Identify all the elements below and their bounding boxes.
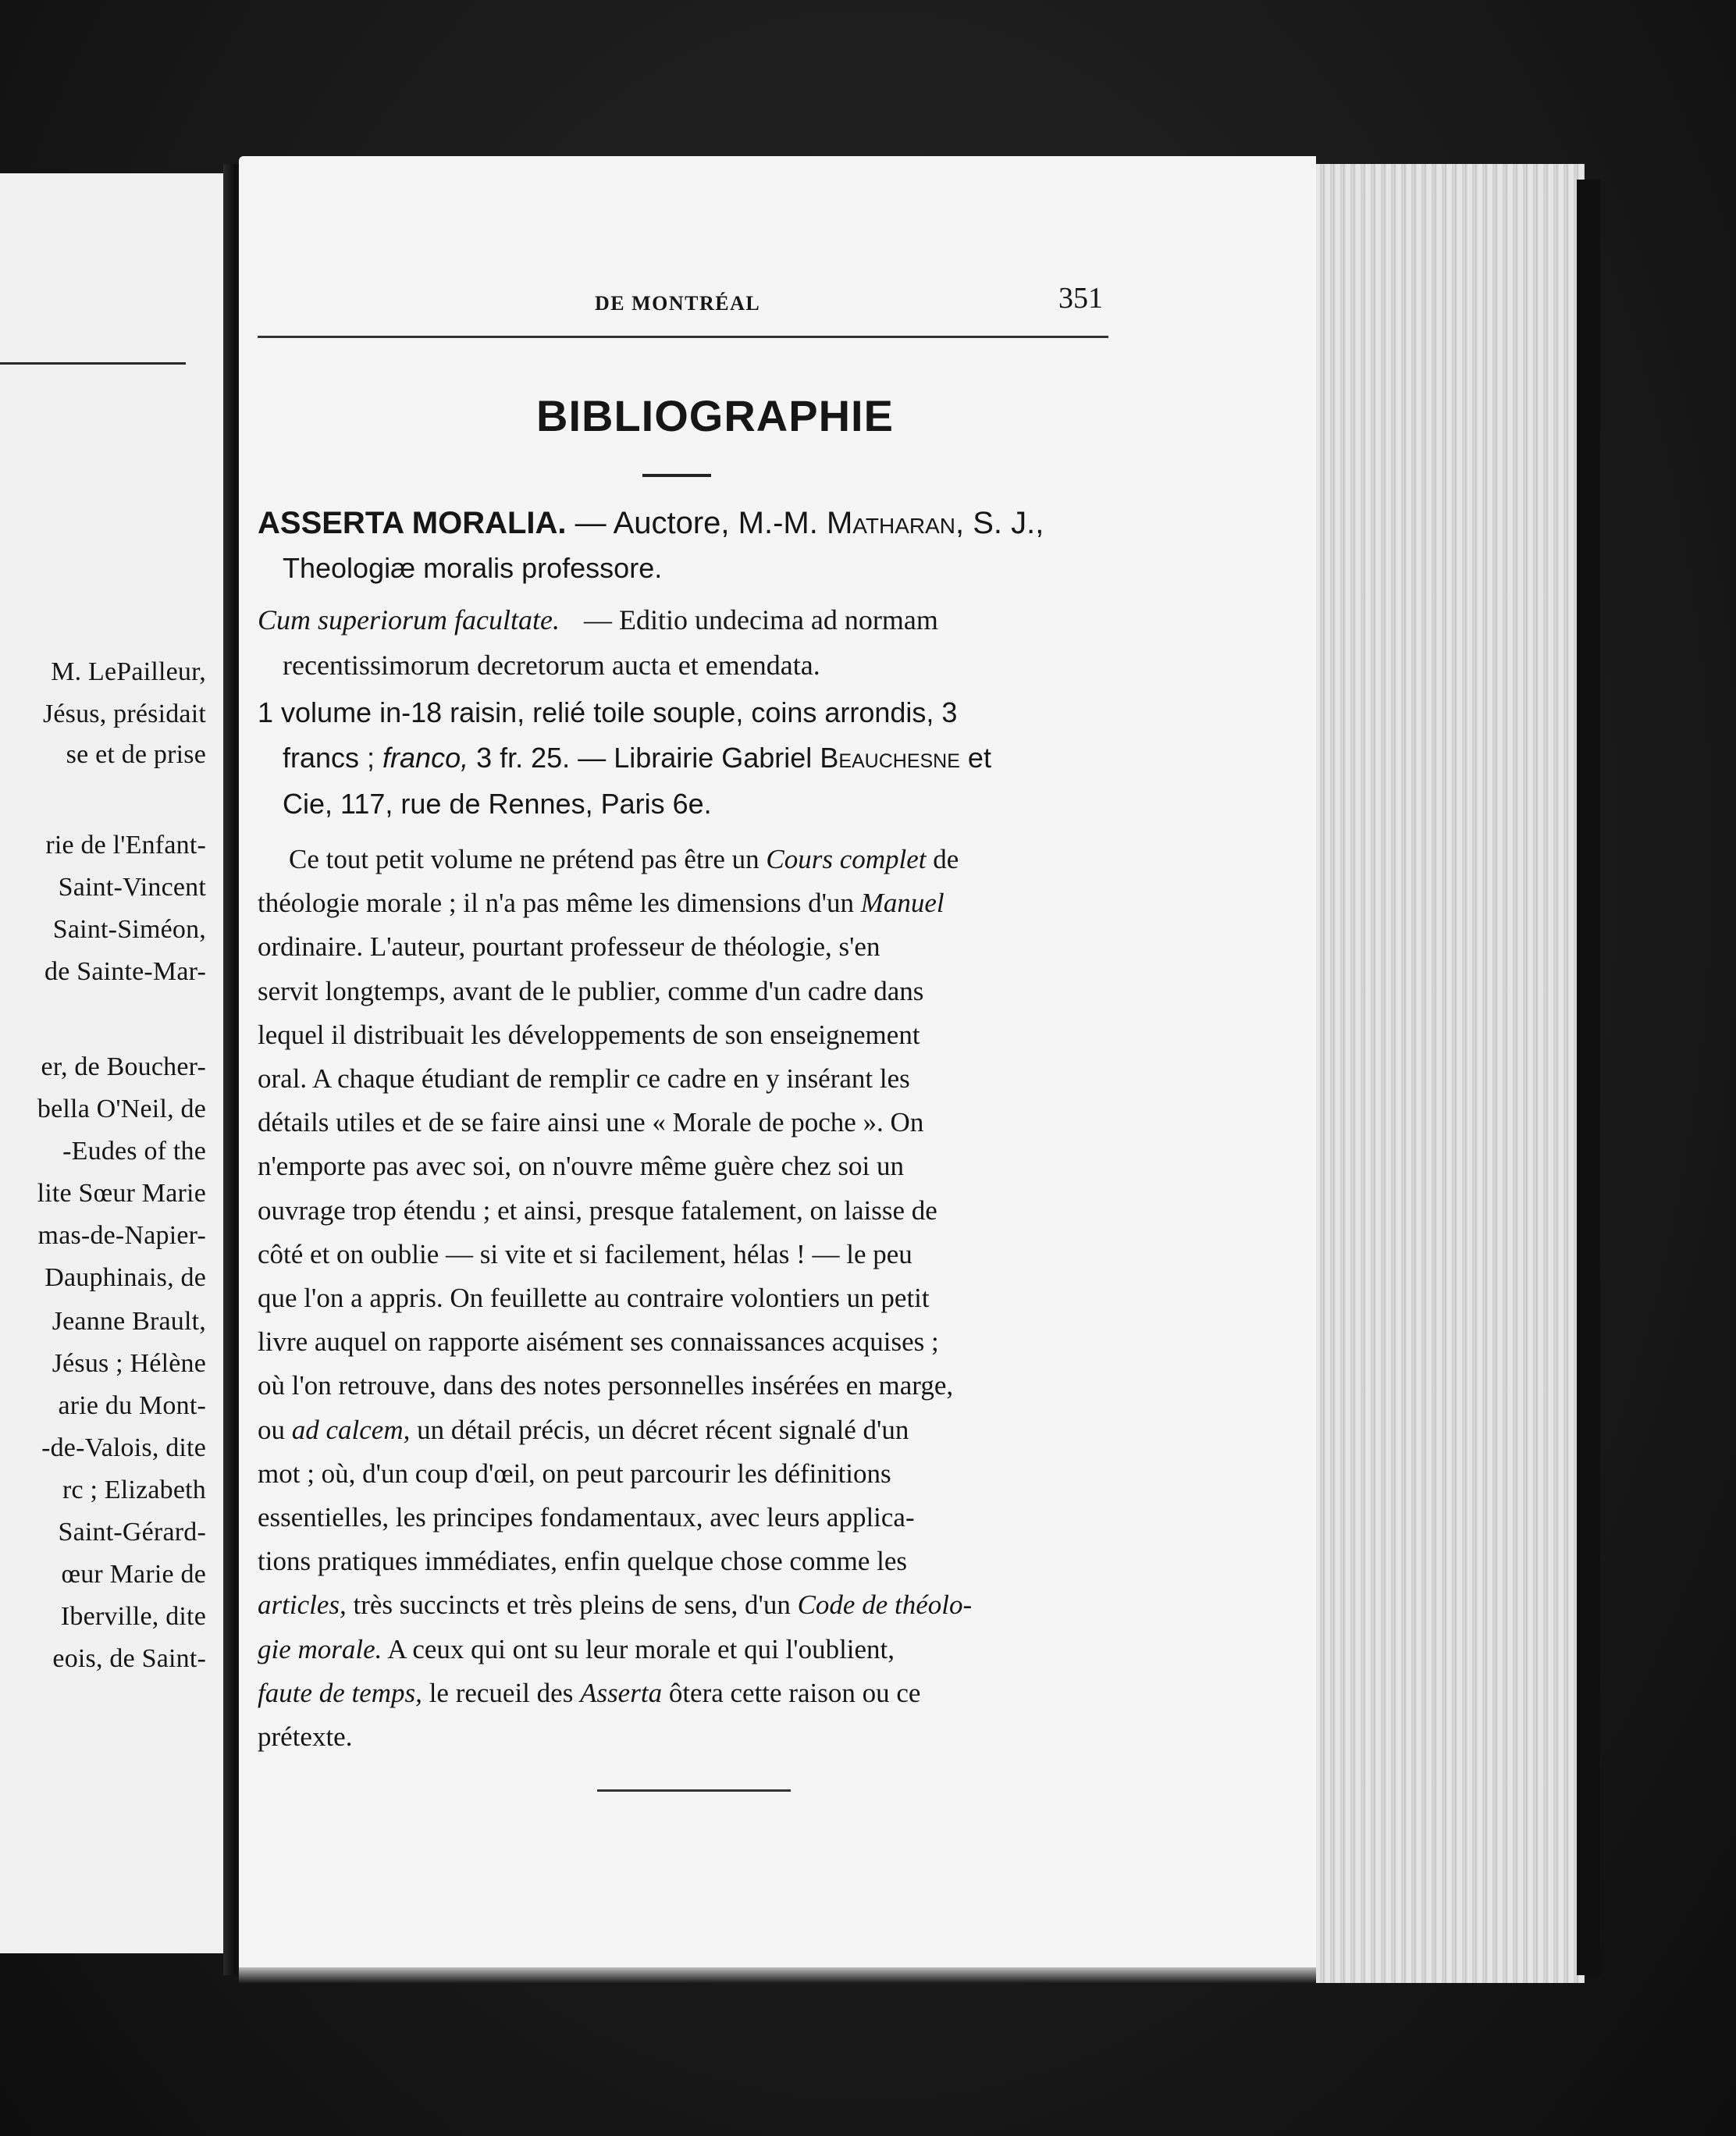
page-number: 351 xyxy=(1058,282,1103,315)
entry-author: Matharan xyxy=(826,506,955,540)
italic-segment: Asserta xyxy=(580,1678,663,1708)
paragraph-line xyxy=(258,1197,937,1224)
paragraph-line xyxy=(258,1065,910,1092)
entry-volume-2a: francs ; xyxy=(283,742,383,774)
entry-facultate-line xyxy=(258,606,938,634)
left-page-line: Jésus ; Hélène xyxy=(52,1349,206,1378)
entry-title: ASSERTA MORALIA. xyxy=(258,506,567,540)
paragraph-line xyxy=(258,1591,972,1618)
left-page-line: Saint-Gérard- xyxy=(58,1518,206,1547)
text-segment: le recueil des xyxy=(422,1678,581,1708)
running-title: DE MONTRÉAL xyxy=(595,292,761,315)
text-segment: prétexte. xyxy=(258,1721,353,1752)
text-segment: détails utiles et de se faire ainsi une « Morale de poche ». On xyxy=(258,1107,924,1137)
left-page-line: -de-Valois, dite xyxy=(41,1433,206,1462)
text-segment: n'emporte pas avec soi, on n'ouvre même guère chez soi un xyxy=(258,1151,905,1181)
text-segment: ou xyxy=(258,1415,292,1445)
paragraph-line xyxy=(258,1241,912,1268)
text-segment: A ceux qui ont su leur morale et qui l'oublient, xyxy=(382,1634,895,1664)
text-segment: côté et on oublie — si vite et si facilement, hélas ! — le peu xyxy=(258,1239,912,1269)
italic-segment: Cours complet xyxy=(766,844,927,874)
text-segment: tions pratiques immédiates, enfin quelque chose comme les xyxy=(258,1546,908,1576)
entry-dash: — Auctore, M.-M. xyxy=(566,506,827,540)
paragraph-line xyxy=(258,933,880,960)
entry-line-1 xyxy=(258,507,1044,539)
text-segment: servit longtemps, avant de le publier, comme d'un cadre dans xyxy=(258,976,924,1006)
entry-facultate: Cum superiorum facultate. xyxy=(258,604,560,635)
text-segment: lequel il distribuait les développements de son enseignement xyxy=(258,1020,920,1050)
left-page-line: M. LePailleur, xyxy=(51,657,206,686)
left-page-line: eois, de Saint- xyxy=(52,1644,206,1673)
left-page-line: mas-de-Napier- xyxy=(37,1221,206,1250)
entry-volume-2b: 3 fr. 25. — Librairie Gabriel xyxy=(468,742,820,774)
paragraph-line xyxy=(258,1416,909,1444)
entry-publisher: Beauchesne xyxy=(820,742,960,774)
paragraph-line xyxy=(258,977,923,1005)
paragraph-line xyxy=(258,1679,920,1707)
left-page-header-rule xyxy=(0,362,186,365)
text-segment: où l'on retrouve, dans des notes personnelles insérées en marge, xyxy=(258,1370,954,1401)
italic-segment: gie morale. xyxy=(258,1634,382,1664)
text-segment: ordinaire. L'auteur, pourtant professeur de théologie, s'en xyxy=(258,931,880,962)
paragraph-line xyxy=(258,1328,939,1355)
entry-line-2: Theologiæ moralis professore. xyxy=(283,552,663,584)
left-page-line: se et de prise xyxy=(66,740,206,769)
left-page-line: œur Marie de xyxy=(61,1560,206,1589)
text-segment: théologie morale ; il n'a pas même les dimensions d'un xyxy=(258,888,861,918)
left-page-line: bella O'Neil, de xyxy=(37,1095,206,1123)
text-segment: mot ; où, d'un coup d'œil, on peut parcourir les définitions xyxy=(258,1458,891,1489)
left-page-line: Jésus, présidait xyxy=(42,700,206,728)
page-bottom-shadow xyxy=(239,1967,1316,1983)
paragraph-line xyxy=(258,1021,920,1048)
text-segment: oral. A chaque étudiant de remplir ce cadre en y insérant les xyxy=(258,1063,910,1094)
left-page-line: rc ; Elizabeth xyxy=(62,1476,206,1504)
italic-segment: articles, xyxy=(258,1590,347,1620)
left-page-line: er, de Boucher- xyxy=(41,1052,206,1081)
left-page-line: Dauphinais, de xyxy=(44,1263,206,1292)
paragraph-line xyxy=(289,846,959,873)
entry-author-suffix: , S. J., xyxy=(955,506,1044,540)
text-segment: essentielles, les principes fondamentaux, avec leurs applica- xyxy=(258,1502,915,1533)
left-page-line: -Eudes of the xyxy=(62,1137,206,1166)
left-page-line: Jeanne Brault, xyxy=(52,1307,206,1336)
text-segment: ouvrage trop étendu ; et ainsi, presque fatalement, on laisse de xyxy=(258,1195,937,1226)
text-segment: ôtera cette raison ou ce xyxy=(662,1678,921,1708)
paragraph-line xyxy=(258,1284,930,1312)
page-edges-shadow xyxy=(1577,180,1600,1975)
paragraph-line xyxy=(258,1109,923,1136)
entry-volume-1: 1 volume in-18 raisin, relié toile souple, coins arrondis, 3 xyxy=(258,696,958,728)
header-rule xyxy=(258,336,1108,338)
left-page-line: Saint-Vincent xyxy=(58,873,206,902)
text-segment: Ce tout petit volume ne prétend pas être un xyxy=(289,844,767,874)
left-page-line: Saint-Siméon, xyxy=(52,915,206,944)
paragraph-line xyxy=(258,1504,915,1531)
paragraph-line xyxy=(258,1636,895,1663)
italic-segment: Code de théolo- xyxy=(797,1590,973,1620)
entry-edition-2: recentissimorum decretorum aucta et emendata. xyxy=(283,650,820,681)
entry-edition-1: — Editio undecima ad normam xyxy=(583,604,938,635)
text-segment: de xyxy=(926,844,959,874)
paragraph-line xyxy=(258,1460,891,1487)
left-page-line: lite Sœur Marie xyxy=(37,1179,206,1208)
paragraph-line xyxy=(258,1372,953,1399)
left-page-line: de Sainte-Mar- xyxy=(44,957,206,986)
italic-segment: ad calcem, xyxy=(291,1415,411,1445)
entry-volume-3: Cie, 117, rue de Rennes, Paris 6e. xyxy=(283,788,712,820)
italic-segment: faute de temps, xyxy=(258,1678,422,1708)
section-title: BIBLIOGRAPHIE xyxy=(536,391,894,440)
left-page-line: Iberville, dite xyxy=(60,1602,206,1631)
paragraph-line xyxy=(258,1152,904,1180)
text-segment: livre auquel on rapporte aisément ses connaissances acquises ; xyxy=(258,1326,939,1357)
entry-franco: franco, xyxy=(382,742,469,774)
left-page-line: arie du Mont- xyxy=(58,1391,206,1420)
paragraph-line xyxy=(258,1723,352,1750)
paragraph-line xyxy=(258,1547,907,1575)
text-segment: très succincts et très pleins de sens, d'un xyxy=(346,1590,798,1620)
left-page-line: rie de l'Enfant- xyxy=(45,831,206,860)
text-segment: que l'on a appris. On feuillette au contraire volontiers un petit xyxy=(258,1283,930,1313)
entry-volume-2c: et xyxy=(959,742,991,774)
end-rule xyxy=(597,1789,791,1792)
italic-segment: Manuel xyxy=(860,888,944,918)
title-rule xyxy=(642,474,711,477)
text-segment: un détail précis, un décret récent signalé d'un xyxy=(410,1415,909,1445)
paragraph-line xyxy=(258,889,944,917)
entry-volume-2 xyxy=(283,744,991,772)
